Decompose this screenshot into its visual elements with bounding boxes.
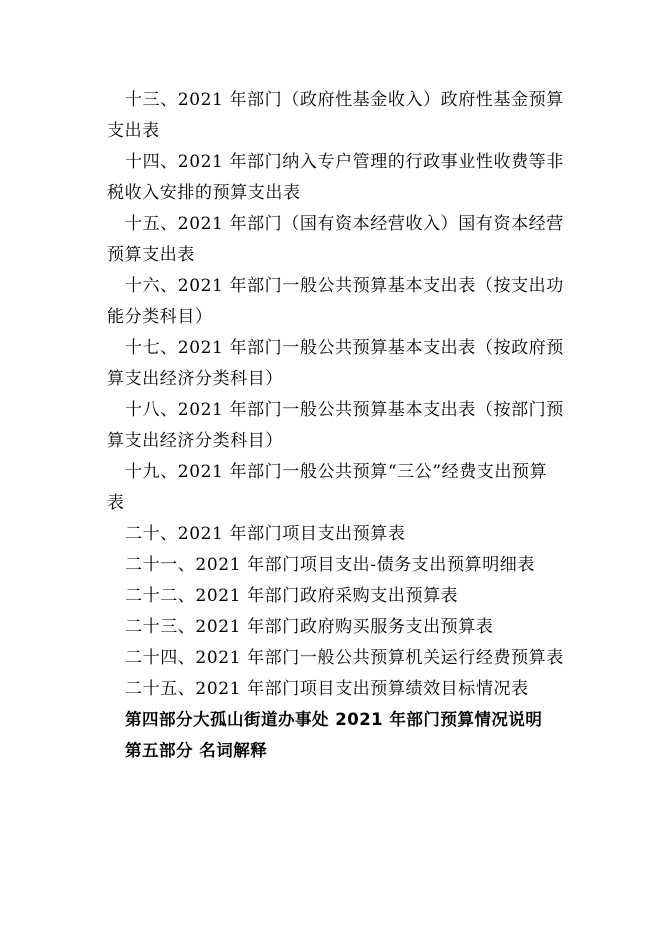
toc-line: 算支出经济分类科目） xyxy=(107,369,283,389)
toc-line: 二十四、2021 年部门一般公共预算机关运行经费预算表 xyxy=(125,648,564,668)
toc-line: 算支出经济分类科目） xyxy=(107,431,283,451)
toc-line: 二十一、2021 年部门项目支出-债务支出预算明细表 xyxy=(125,555,536,575)
toc-line: 二十二、2021 年部门政府采购支出预算表 xyxy=(125,586,459,606)
toc-line: 能分类科目） xyxy=(107,307,213,327)
toc-line: 税收入安排的预算支出表 xyxy=(107,183,301,203)
toc-line: 十六、2021 年部门一般公共预算基本支出表（按支出功 xyxy=(125,276,564,296)
toc-line: 预算支出表 xyxy=(107,245,195,265)
toc-line: 二十三、2021 年部门政府购买服务支出预算表 xyxy=(125,617,494,637)
toc-line: 二十、2021 年部门项目支出预算表 xyxy=(125,524,406,544)
toc-line: 十五、2021 年部门（国有资本经营收入）国有资本经营 xyxy=(125,214,564,234)
toc-line: 十九、2021 年部门一般公共预算“三公”经费支出预算 xyxy=(125,462,548,482)
toc-line: 十七、2021 年部门一般公共预算基本支出表（按政府预 xyxy=(125,338,564,358)
toc-line: 支出表 xyxy=(107,121,160,141)
section-heading-part5: 第五部分 名词解释 xyxy=(125,741,268,760)
toc-line: 十三、2021 年部门（政府性基金收入）政府性基金预算 xyxy=(125,90,564,110)
section-heading-part4: 第四部分大孤山街道办事处 2021 年部门预算情况说明 xyxy=(125,710,543,729)
toc-line: 二十五、2021 年部门项目支出预算绩效目标情况表 xyxy=(125,679,529,699)
toc-line: 表 xyxy=(107,493,125,513)
toc-line: 十八、2021 年部门一般公共预算基本支出表（按部门预 xyxy=(125,400,564,420)
toc-line: 十四、2021 年部门纳入专户管理的行政事业性收费等非 xyxy=(125,152,564,172)
